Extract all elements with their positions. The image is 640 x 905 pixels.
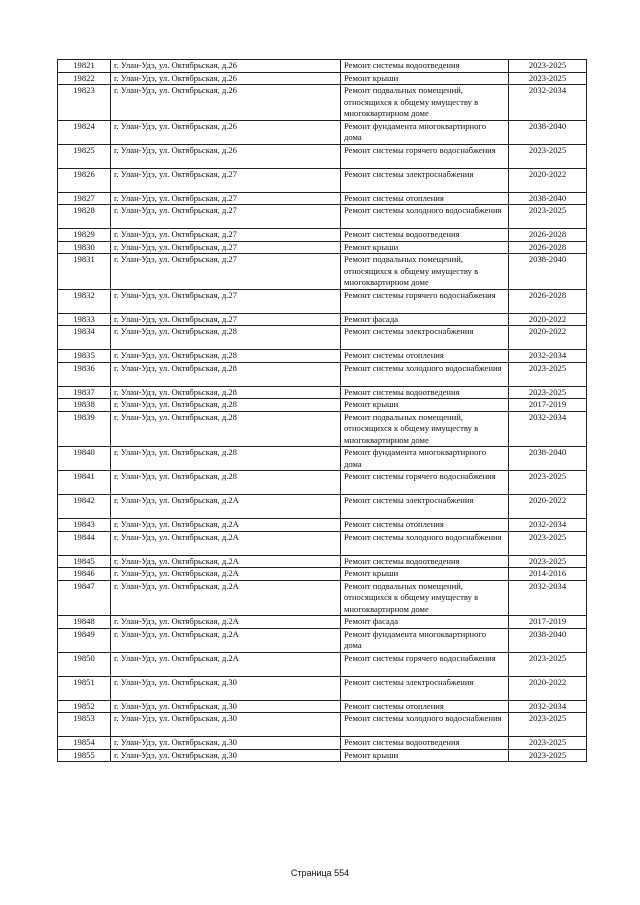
row-number: 19846 bbox=[58, 568, 111, 581]
row-address: г. Улан-Удэ, ул. Октябрьская, д.27 bbox=[111, 205, 341, 229]
row-period: 2023-2025 bbox=[509, 144, 587, 168]
row-address: г. Улан-Удэ, ул. Октябрьская, д.2А bbox=[111, 616, 341, 629]
row-period: 2023-2025 bbox=[509, 531, 587, 555]
row-work-type: Ремонт фундамента многоквартирного дома bbox=[341, 628, 509, 652]
row-number: 19827 bbox=[58, 192, 111, 205]
row-work-type: Ремонт системы холодного водоснабжения bbox=[341, 362, 509, 386]
row-number: 19837 bbox=[58, 386, 111, 399]
row-address: г. Улан-Удэ, ул. Октябрьская, д.28 bbox=[111, 411, 341, 447]
row-number: 19845 bbox=[58, 555, 111, 568]
row-number: 19849 bbox=[58, 628, 111, 652]
row-number: 19830 bbox=[58, 241, 111, 254]
table-row bbox=[58, 519, 587, 532]
row-work-type: Ремонт системы водоотведения bbox=[341, 737, 509, 750]
table-row bbox=[58, 652, 587, 676]
row-period: 2032-2034 bbox=[509, 85, 587, 121]
row-address: г. Улан-Удэ, ул. Октябрьская, д.30 bbox=[111, 713, 341, 737]
table-row bbox=[58, 447, 587, 471]
row-work-type: Ремонт системы электроснабжения bbox=[341, 676, 509, 700]
row-address: г. Улан-Удэ, ул. Октябрьская, д.28 bbox=[111, 386, 341, 399]
row-period: 2026-2028 bbox=[509, 229, 587, 242]
table-row bbox=[58, 192, 587, 205]
row-period: 2020-2022 bbox=[509, 676, 587, 700]
row-number: 19843 bbox=[58, 519, 111, 532]
row-number: 19847 bbox=[58, 580, 111, 616]
row-work-type: Ремонт подвальных помещений, относящихся к общему имуществу в многоквартирном доме bbox=[341, 580, 509, 616]
table-row bbox=[58, 72, 587, 85]
row-work-type: Ремонт фасада bbox=[341, 616, 509, 629]
table-row bbox=[58, 241, 587, 254]
row-number: 19852 bbox=[58, 700, 111, 713]
row-work-type: Ремонт системы горячего водоснабжения bbox=[341, 289, 509, 313]
row-number: 19848 bbox=[58, 616, 111, 629]
row-number: 19836 bbox=[58, 362, 111, 386]
row-number: 19844 bbox=[58, 531, 111, 555]
table-row bbox=[58, 713, 587, 737]
row-work-type: Ремонт системы электроснабжения bbox=[341, 168, 509, 192]
table-row bbox=[58, 495, 587, 519]
table-row bbox=[58, 168, 587, 192]
table-row bbox=[58, 120, 587, 144]
row-number: 19834 bbox=[58, 326, 111, 350]
row-period: 2020-2022 bbox=[509, 326, 587, 350]
repair-schedule-table bbox=[57, 59, 587, 762]
row-work-type: Ремонт фундамента многоквартирного дома bbox=[341, 120, 509, 144]
row-period: 2020-2022 bbox=[509, 168, 587, 192]
row-work-type: Ремонт подвальных помещений, относящихся к общему имуществу в многоквартирном доме bbox=[341, 411, 509, 447]
row-address: г. Улан-Удэ, ул. Октябрьская, д.30 bbox=[111, 700, 341, 713]
row-period: 2023-2025 bbox=[509, 471, 587, 495]
row-number: 19823 bbox=[58, 85, 111, 121]
row-period: 2020-2022 bbox=[509, 313, 587, 326]
row-address: г. Улан-Удэ, ул. Октябрьская, д.27 bbox=[111, 192, 341, 205]
row-address: г. Улан-Удэ, ул. Октябрьская, д.2А bbox=[111, 531, 341, 555]
table-row bbox=[58, 568, 587, 581]
row-period: 2023-2025 bbox=[509, 72, 587, 85]
row-address: г. Улан-Удэ, ул. Октябрьская, д.30 bbox=[111, 749, 341, 762]
row-work-type: Ремонт системы электроснабжения bbox=[341, 495, 509, 519]
row-address: г. Улан-Удэ, ул. Октябрьская, д.2А bbox=[111, 519, 341, 532]
row-work-type: Ремонт подвальных помещений, относящихся к общему имуществу в многоквартирном доме bbox=[341, 85, 509, 121]
row-work-type: Ремонт крыши bbox=[341, 241, 509, 254]
row-address: г. Улан-Удэ, ул. Октябрьская, д.27 bbox=[111, 254, 341, 290]
row-work-type: Ремонт системы горячего водоснабжения bbox=[341, 144, 509, 168]
table-row bbox=[58, 229, 587, 242]
row-work-type: Ремонт системы водоотведения bbox=[341, 386, 509, 399]
table-row bbox=[58, 60, 587, 73]
row-period: 2038-2040 bbox=[509, 120, 587, 144]
row-work-type: Ремонт системы отопления bbox=[341, 700, 509, 713]
row-number: 19841 bbox=[58, 471, 111, 495]
row-period: 2038-2040 bbox=[509, 628, 587, 652]
table-row bbox=[58, 362, 587, 386]
row-period: 2023-2025 bbox=[509, 713, 587, 737]
row-address: г. Улан-Удэ, ул. Октябрьская, д.26 bbox=[111, 144, 341, 168]
table-row bbox=[58, 386, 587, 399]
row-address: г. Улан-Удэ, ул. Октябрьская, д.30 bbox=[111, 676, 341, 700]
row-period: 2017-2019 bbox=[509, 616, 587, 629]
row-period: 2032-2034 bbox=[509, 411, 587, 447]
row-work-type: Ремонт системы горячего водоснабжения bbox=[341, 471, 509, 495]
table-row bbox=[58, 350, 587, 363]
table-row bbox=[58, 749, 587, 762]
row-number: 19832 bbox=[58, 289, 111, 313]
row-period: 2023-2025 bbox=[509, 737, 587, 750]
row-period: 2023-2025 bbox=[509, 555, 587, 568]
table-row bbox=[58, 580, 587, 616]
table-row bbox=[58, 326, 587, 350]
table-row bbox=[58, 737, 587, 750]
row-address: г. Улан-Удэ, ул. Октябрьская, д.28 bbox=[111, 326, 341, 350]
row-work-type: Ремонт системы холодного водоснабжения bbox=[341, 531, 509, 555]
row-work-type: Ремонт системы горячего водоснабжения bbox=[341, 652, 509, 676]
row-number: 19854 bbox=[58, 737, 111, 750]
row-work-type: Ремонт фундамента многоквартирного дома bbox=[341, 447, 509, 471]
table-row bbox=[58, 254, 587, 290]
table-row bbox=[58, 313, 587, 326]
row-work-type: Ремонт системы электроснабжения bbox=[341, 326, 509, 350]
row-number: 19853 bbox=[58, 713, 111, 737]
row-number: 19855 bbox=[58, 749, 111, 762]
row-number: 19851 bbox=[58, 676, 111, 700]
row-work-type: Ремонт крыши bbox=[341, 749, 509, 762]
row-number: 19824 bbox=[58, 120, 111, 144]
table-row bbox=[58, 676, 587, 700]
row-work-type: Ремонт системы водоотведения bbox=[341, 229, 509, 242]
row-address: г. Улан-Удэ, ул. Октябрьская, д.2А bbox=[111, 568, 341, 581]
row-period: 2023-2025 bbox=[509, 362, 587, 386]
row-number: 19831 bbox=[58, 254, 111, 290]
row-work-type: Ремонт крыши bbox=[341, 399, 509, 412]
row-address: г. Улан-Удэ, ул. Октябрьская, д.26 bbox=[111, 85, 341, 121]
table-row bbox=[58, 205, 587, 229]
row-period: 2038-2040 bbox=[509, 447, 587, 471]
row-address: г. Улан-Удэ, ул. Октябрьская, д.28 bbox=[111, 471, 341, 495]
row-address: г. Улан-Удэ, ул. Октябрьская, д.26 bbox=[111, 60, 341, 73]
row-address: г. Улан-Удэ, ул. Октябрьская, д.2А bbox=[111, 580, 341, 616]
table-row bbox=[58, 289, 587, 313]
row-work-type: Ремонт фасада bbox=[341, 313, 509, 326]
row-number: 19821 bbox=[58, 60, 111, 73]
row-period: 2023-2025 bbox=[509, 386, 587, 399]
row-period: 2038-2040 bbox=[509, 254, 587, 290]
row-number: 19829 bbox=[58, 229, 111, 242]
table-row bbox=[58, 471, 587, 495]
row-number: 19839 bbox=[58, 411, 111, 447]
table-row bbox=[58, 628, 587, 652]
row-address: г. Улан-Удэ, ул. Октябрьская, д.26 bbox=[111, 120, 341, 144]
table-row bbox=[58, 399, 587, 412]
row-number: 19828 bbox=[58, 205, 111, 229]
row-period: 2032-2034 bbox=[509, 519, 587, 532]
row-number: 19840 bbox=[58, 447, 111, 471]
row-work-type: Ремонт крыши bbox=[341, 568, 509, 581]
table-row bbox=[58, 616, 587, 629]
row-address: г. Улан-Удэ, ул. Октябрьская, д.27 bbox=[111, 229, 341, 242]
row-period: 2032-2034 bbox=[509, 580, 587, 616]
row-period: 2023-2025 bbox=[509, 205, 587, 229]
row-work-type: Ремонт системы отопления bbox=[341, 192, 509, 205]
table-body bbox=[58, 60, 587, 762]
row-work-type: Ремонт системы холодного водоснабжения bbox=[341, 713, 509, 737]
row-address: г. Улан-Удэ, ул. Октябрьская, д.30 bbox=[111, 737, 341, 750]
row-period: 2023-2025 bbox=[509, 60, 587, 73]
row-number: 19833 bbox=[58, 313, 111, 326]
row-period: 2026-2028 bbox=[509, 241, 587, 254]
row-address: г. Улан-Удэ, ул. Октябрьская, д.2А bbox=[111, 628, 341, 652]
row-address: г. Улан-Удэ, ул. Октябрьская, д.28 bbox=[111, 447, 341, 471]
row-number: 19826 bbox=[58, 168, 111, 192]
row-number: 19842 bbox=[58, 495, 111, 519]
row-number: 19835 bbox=[58, 350, 111, 363]
row-work-type: Ремонт крыши bbox=[341, 72, 509, 85]
table-row bbox=[58, 85, 587, 121]
row-address: г. Улан-Удэ, ул. Октябрьская, д.27 bbox=[111, 168, 341, 192]
row-address: г. Улан-Удэ, ул. Октябрьская, д.28 bbox=[111, 350, 341, 363]
row-work-type: Ремонт системы водоотведения bbox=[341, 60, 509, 73]
row-period: 2038-2040 bbox=[509, 192, 587, 205]
row-period: 2032-2034 bbox=[509, 700, 587, 713]
row-address: г. Улан-Удэ, ул. Октябрьская, д.2А bbox=[111, 652, 341, 676]
row-work-type: Ремонт системы холодного водоснабжения bbox=[341, 205, 509, 229]
row-period: 2032-2034 bbox=[509, 350, 587, 363]
row-work-type: Ремонт системы отопления bbox=[341, 519, 509, 532]
row-address: г. Улан-Удэ, ул. Октябрьская, д.28 bbox=[111, 362, 341, 386]
table-row bbox=[58, 411, 587, 447]
table-row bbox=[58, 144, 587, 168]
table-row bbox=[58, 555, 587, 568]
row-period: 2026-2028 bbox=[509, 289, 587, 313]
row-address: г. Улан-Удэ, ул. Октябрьская, д.2А bbox=[111, 555, 341, 568]
row-work-type: Ремонт системы водоотведения bbox=[341, 555, 509, 568]
row-number: 19822 bbox=[58, 72, 111, 85]
table-row bbox=[58, 531, 587, 555]
row-number: 19850 bbox=[58, 652, 111, 676]
row-period: 2017-2019 bbox=[509, 399, 587, 412]
row-address: г. Улан-Удэ, ул. Октябрьская, д.27 bbox=[111, 313, 341, 326]
row-address: г. Улан-Удэ, ул. Октябрьская, д.26 bbox=[111, 72, 341, 85]
row-number: 19825 bbox=[58, 144, 111, 168]
row-period: 2023-2025 bbox=[509, 749, 587, 762]
row-address: г. Улан-Удэ, ул. Октябрьская, д.2А bbox=[111, 495, 341, 519]
row-address: г. Улан-Удэ, ул. Октябрьская, д.27 bbox=[111, 289, 341, 313]
row-work-type: Ремонт подвальных помещений, относящихся к общему имуществу в многоквартирном доме bbox=[341, 254, 509, 290]
row-address: г. Улан-Удэ, ул. Октябрьская, д.27 bbox=[111, 241, 341, 254]
row-work-type: Ремонт системы отопления bbox=[341, 350, 509, 363]
row-period: 2023-2025 bbox=[509, 652, 587, 676]
table-row bbox=[58, 700, 587, 713]
row-number: 19838 bbox=[58, 399, 111, 412]
row-period: 2020-2022 bbox=[509, 495, 587, 519]
row-address: г. Улан-Удэ, ул. Октябрьская, д.28 bbox=[111, 399, 341, 412]
row-period: 2014-2016 bbox=[509, 568, 587, 581]
page-number: Страница 554 bbox=[290, 868, 350, 878]
